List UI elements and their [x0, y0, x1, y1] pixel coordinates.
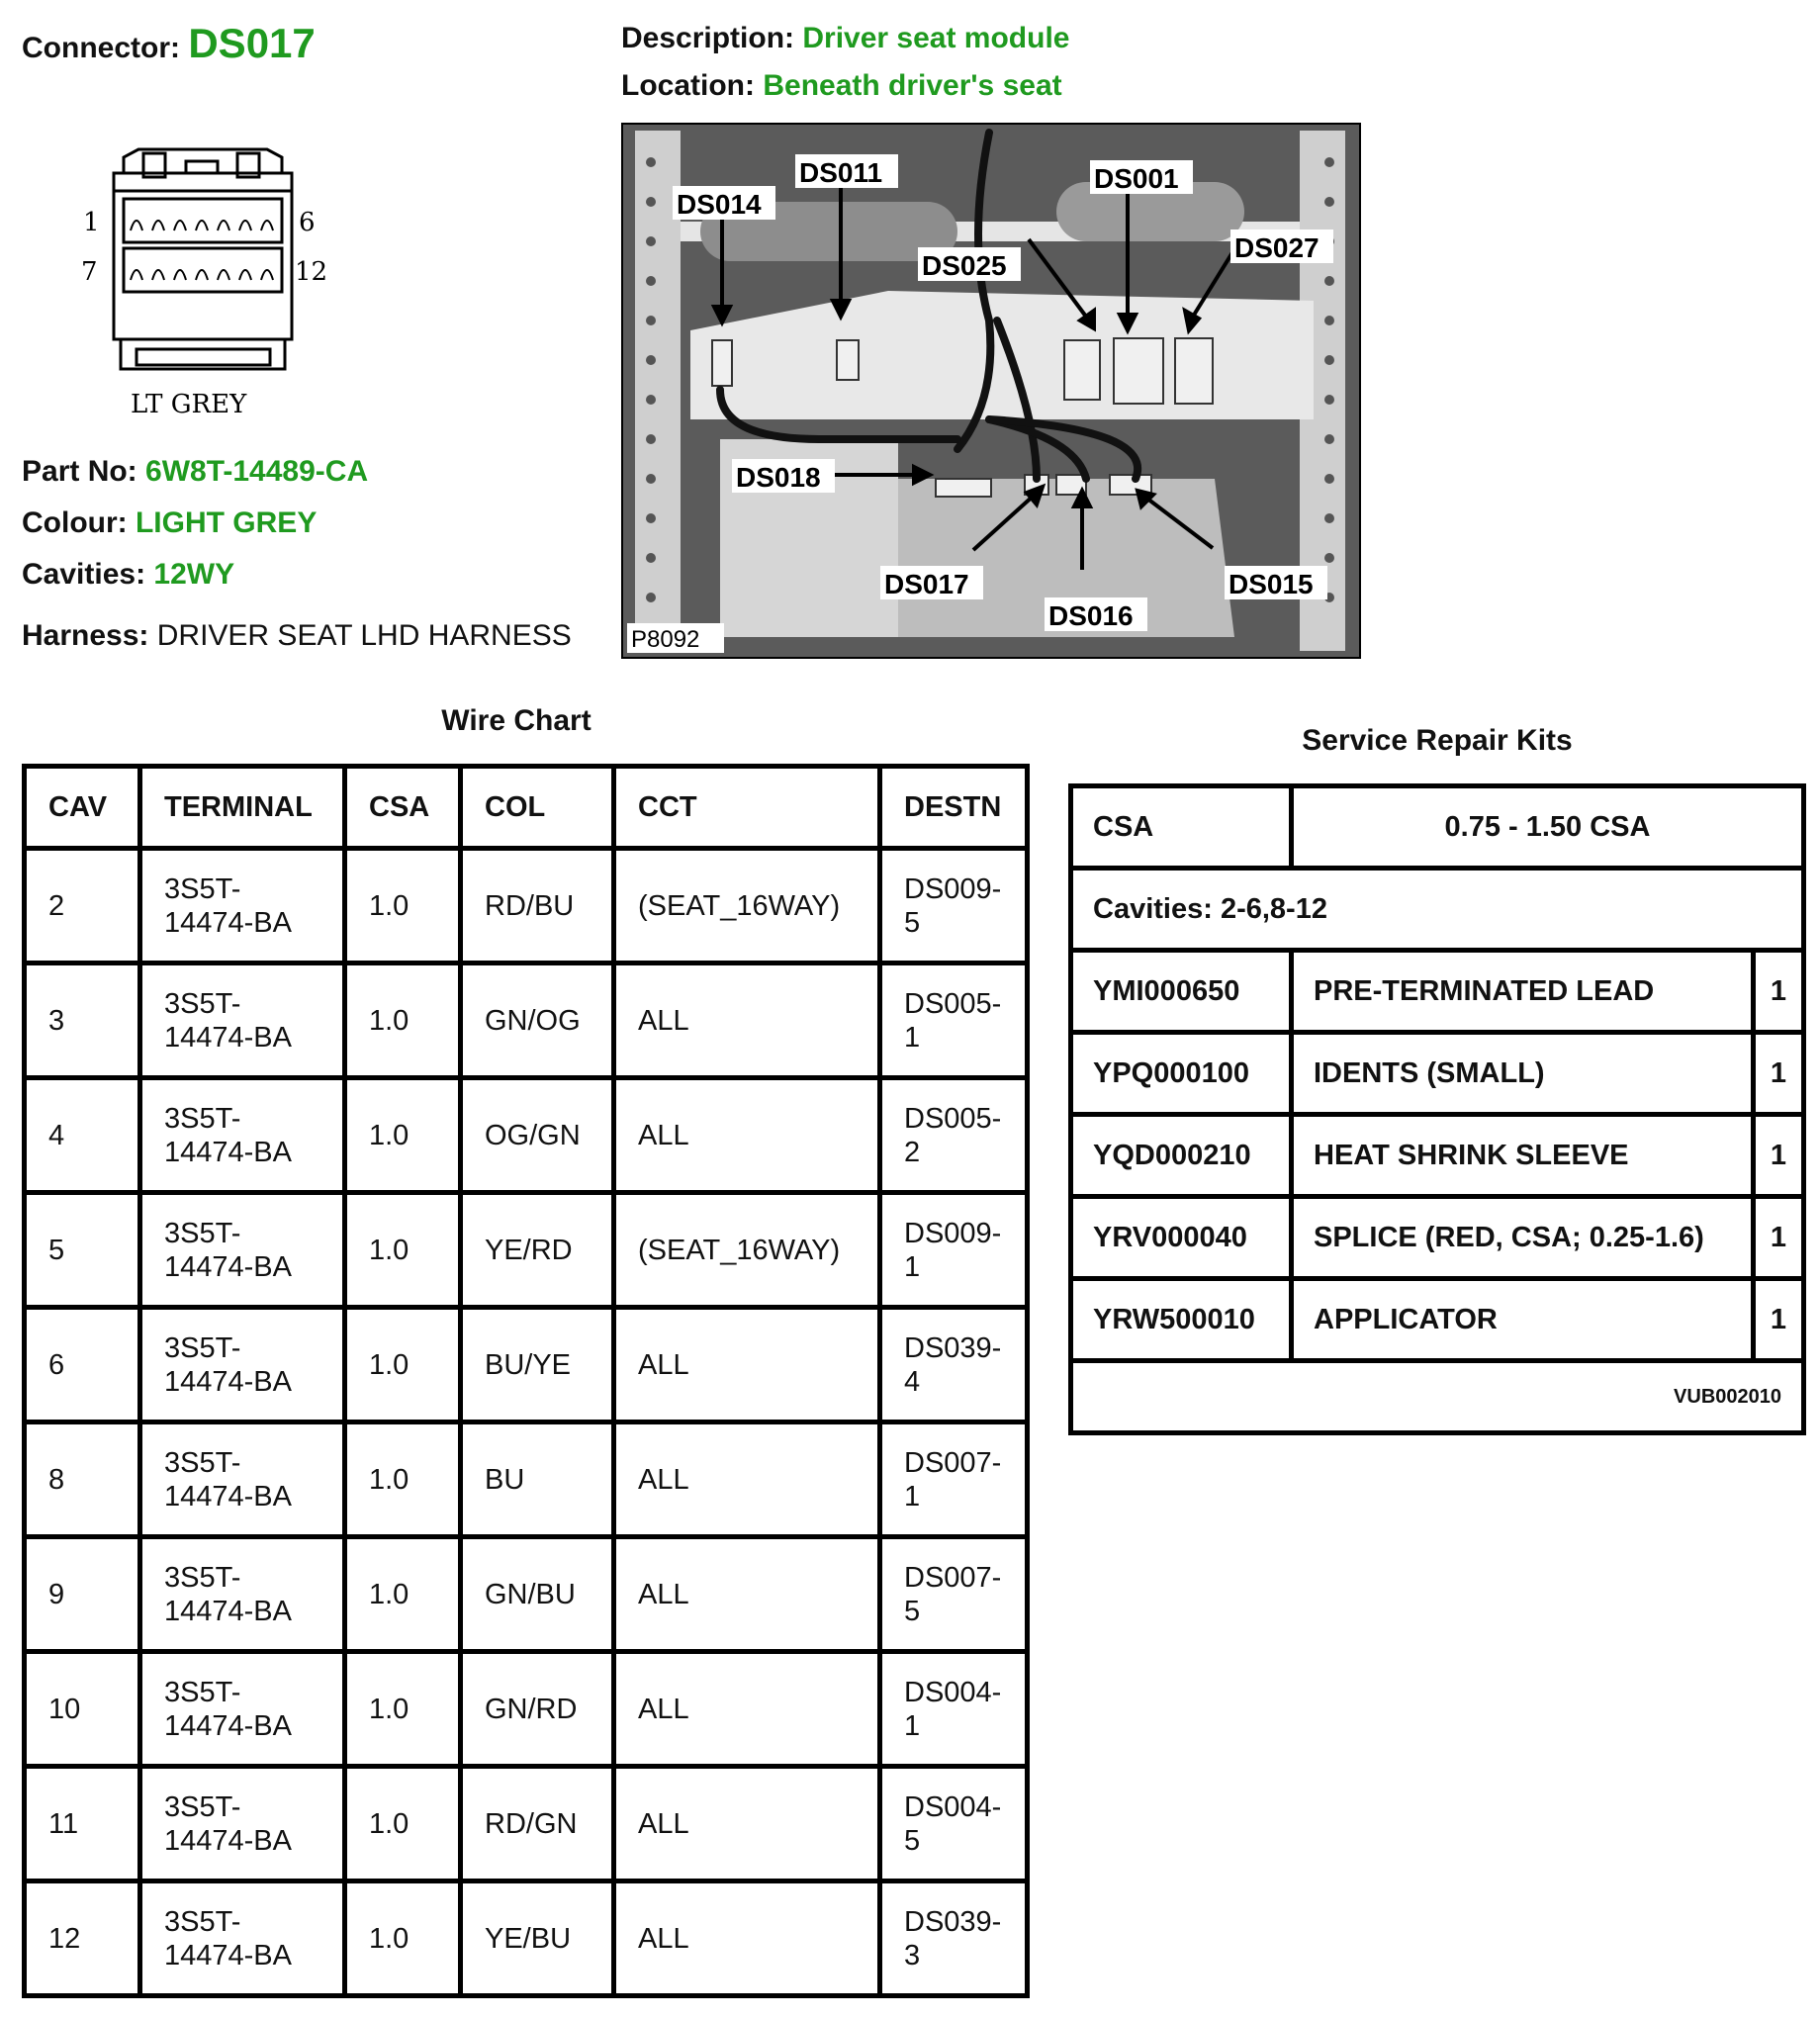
terminal-line-1: 3S5T-: [164, 987, 241, 1020]
callout-ds014: DS014: [677, 189, 762, 220]
destn-line-1: DS039-: [904, 1331, 1002, 1364]
kit-name: APPLICATOR: [1292, 1279, 1754, 1361]
header-cav: CAV: [25, 767, 140, 849]
description-label: Description:: [621, 22, 795, 54]
cell-csa: 1.0: [345, 1193, 461, 1308]
terminal-line-1: 3S5T-: [164, 1446, 241, 1479]
cell-cav: 11: [25, 1767, 140, 1881]
harness-label: Harness:: [22, 619, 149, 652]
cell-cct: ALL: [614, 1767, 880, 1881]
kit-code: YRW500010: [1071, 1279, 1292, 1361]
cell-csa: 1.0: [345, 1767, 461, 1881]
terminal-line-2: 14474-BA: [164, 1824, 292, 1857]
kits-csa-row: [1071, 786, 1804, 869]
cell-cct: ALL: [614, 1881, 880, 1996]
pin-1-label: 1: [83, 208, 100, 237]
kit-item-row: [1071, 1197, 1804, 1279]
header-cct: CCT: [614, 767, 880, 849]
destn-line-1: DS005-: [904, 987, 1002, 1020]
terminal-line-1: 3S5T-: [164, 1102, 241, 1135]
table-row: [25, 849, 1028, 963]
cell-col: RD/BU: [461, 849, 614, 963]
cell-col: RD/GN: [461, 1767, 614, 1881]
table-row: [25, 1193, 1028, 1308]
callout-ds025: DS025: [922, 250, 1007, 281]
cell-col: GN/BU: [461, 1537, 614, 1652]
colour-value: LIGHT GREY: [135, 506, 318, 539]
cell-terminal: [140, 963, 345, 1078]
cell-cct: ALL: [614, 963, 880, 1078]
callout-ds015: DS015: [1228, 569, 1314, 599]
cell-cav: 4: [25, 1078, 140, 1193]
callout-ds017: DS017: [884, 569, 969, 599]
table-row: [25, 1537, 1028, 1652]
destn-line-1: DS005-: [904, 1102, 1002, 1135]
destn-line-1: DS009-: [904, 1217, 1002, 1249]
cell-destn: [880, 963, 1028, 1078]
header-terminal: TERMINAL: [140, 767, 345, 849]
description-value: Driver seat module: [802, 22, 1070, 54]
cell-cav: 5: [25, 1193, 140, 1308]
cell-cct: ALL: [614, 1652, 880, 1767]
cavities-value: 12WY: [153, 558, 235, 591]
cell-terminal: [140, 1078, 345, 1193]
table-row: [25, 1652, 1028, 1767]
header-csa: CSA: [345, 767, 461, 849]
cell-destn: [880, 1767, 1028, 1881]
photo-reference: P8092: [631, 626, 700, 653]
kits-reference-row: [1071, 1361, 1804, 1433]
destn-line-2: 1: [904, 1021, 921, 1054]
callout-ds011: DS011: [799, 157, 883, 188]
location-label: Location:: [621, 69, 755, 102]
callout-ds016: DS016: [1048, 600, 1134, 631]
terminal-line-1: 3S5T-: [164, 1790, 241, 1823]
location-value: Beneath driver's seat: [763, 69, 1062, 102]
repair-kits-title: Service Repair Kits: [1302, 724, 1573, 757]
destn-line-1: DS004-: [904, 1790, 1002, 1823]
cell-csa: 1.0: [345, 1881, 461, 1996]
kits-cavities-row: [1071, 869, 1804, 951]
cell-cav: 8: [25, 1422, 140, 1537]
cavities-label: Cavities:: [22, 558, 146, 591]
kit-name: IDENTS (SMALL): [1292, 1033, 1754, 1115]
cell-cct: ALL: [614, 1422, 880, 1537]
cell-destn: [880, 1652, 1028, 1767]
cell-terminal: [140, 849, 345, 963]
connector-value: DS017: [188, 20, 316, 66]
destn-line-2: 2: [904, 1136, 921, 1168]
destn-line-2: 3: [904, 1939, 921, 1972]
pin-12-label: 12: [295, 257, 328, 287]
cell-destn: [880, 1881, 1028, 1996]
table-row: [25, 1881, 1028, 1996]
cell-csa: 1.0: [345, 1537, 461, 1652]
connector-label: Connector:: [22, 32, 180, 64]
terminal-line-1: 3S5T-: [164, 1331, 241, 1364]
cell-col: YE/RD: [461, 1193, 614, 1308]
wire-chart-title: Wire Chart: [441, 704, 592, 737]
destn-line-1: DS004-: [904, 1676, 1002, 1708]
connector-field: [22, 20, 316, 67]
callout-ds027: DS027: [1234, 232, 1320, 263]
cell-terminal: [140, 1308, 345, 1422]
cell-col: BU: [461, 1422, 614, 1537]
cell-terminal: [140, 1652, 345, 1767]
part-number-field: [22, 455, 368, 489]
kit-name: SPLICE (RED, CSA; 0.25-1.6): [1292, 1197, 1754, 1279]
header-col: COL: [461, 767, 614, 849]
cell-terminal: [140, 1881, 345, 1996]
cell-destn: [880, 1078, 1028, 1193]
terminal-line-2: 14474-BA: [164, 1021, 292, 1054]
destn-line-1: DS039-: [904, 1905, 1002, 1938]
cell-destn: [880, 1193, 1028, 1308]
cell-col: GN/RD: [461, 1652, 614, 1767]
destn-line-1: DS007-: [904, 1446, 1002, 1479]
cell-terminal: [140, 1537, 345, 1652]
table-row: [25, 1308, 1028, 1422]
cell-cav: 3: [25, 963, 140, 1078]
wire-chart-table: [22, 764, 1030, 1998]
kit-item-row: [1071, 1033, 1804, 1115]
cell-destn: [880, 1308, 1028, 1422]
cell-destn: [880, 849, 1028, 963]
kit-code: YRV000040: [1071, 1197, 1292, 1279]
repair-kits-table: [1068, 783, 1806, 1435]
colour-label: Colour:: [22, 506, 128, 539]
description-field: [621, 22, 1069, 55]
kit-name: PRE-TERMINATED LEAD: [1292, 951, 1754, 1033]
kits-cavities: Cavities: 2-6,8-12: [1071, 869, 1804, 951]
terminal-line-1: 3S5T-: [164, 872, 241, 905]
kit-name: HEAT SHRINK SLEEVE: [1292, 1115, 1754, 1197]
kit-code: YMI000650: [1071, 951, 1292, 1033]
terminal-line-1: 3S5T-: [164, 1905, 241, 1938]
cell-csa: 1.0: [345, 1422, 461, 1537]
cell-terminal: [140, 1422, 345, 1537]
callout-ds001: DS001: [1094, 163, 1179, 194]
table-row: [25, 1078, 1028, 1193]
connector-face-drawing: [69, 143, 336, 420]
cell-cav: 10: [25, 1652, 140, 1767]
cell-terminal: [140, 1193, 345, 1308]
table-row: [25, 1422, 1028, 1537]
destn-line-2: 5: [904, 1824, 921, 1857]
cell-col: YE/BU: [461, 1881, 614, 1996]
cell-cct: ALL: [614, 1078, 880, 1193]
cell-cct: ALL: [614, 1308, 880, 1422]
kit-item-row: [1071, 1279, 1804, 1361]
cavities-field: [22, 558, 234, 592]
callout-ds018: DS018: [736, 462, 821, 493]
cell-csa: 1.0: [345, 1308, 461, 1422]
part-number-value: 6W8T-14489-CA: [145, 455, 369, 488]
wire-chart-header-row: [25, 767, 1028, 849]
kits-reference: VUB002010: [1071, 1361, 1804, 1433]
cell-destn: [880, 1422, 1028, 1537]
kit-qty: 1: [1754, 951, 1804, 1033]
kit-qty: 1: [1754, 1033, 1804, 1115]
cell-cct: ALL: [614, 1537, 880, 1652]
terminal-line-2: 14474-BA: [164, 1480, 292, 1513]
cell-cav: 9: [25, 1537, 140, 1652]
kit-qty: 1: [1754, 1197, 1804, 1279]
harness-value: DRIVER SEAT LHD HARNESS: [156, 619, 572, 652]
cell-csa: 1.0: [345, 1078, 461, 1193]
destn-line-2: 4: [904, 1365, 921, 1398]
kit-qty: 1: [1754, 1279, 1804, 1361]
destn-line-2: 1: [904, 1480, 921, 1513]
harness-field: [22, 619, 572, 653]
pin-6-label: 6: [299, 208, 316, 237]
cell-cct: (SEAT_16WAY): [614, 849, 880, 963]
terminal-line-1: 3S5T-: [164, 1676, 241, 1708]
terminal-line-1: 3S5T-: [164, 1561, 241, 1594]
location-field: [621, 69, 1062, 103]
kit-item-row: [1071, 1115, 1804, 1197]
table-row: [25, 963, 1028, 1078]
header-destn: DESTN: [880, 767, 1028, 849]
cell-col: BU/YE: [461, 1308, 614, 1422]
terminal-line-2: 14474-BA: [164, 1250, 292, 1283]
destn-line-2: 1: [904, 1709, 921, 1742]
destn-line-2: 5: [904, 1595, 921, 1627]
part-number-label: Part No:: [22, 455, 137, 488]
cell-terminal: [140, 1767, 345, 1881]
colour-field: [22, 506, 317, 540]
location-photo: [621, 123, 1361, 659]
kit-qty: 1: [1754, 1115, 1804, 1197]
terminal-line-2: 14474-BA: [164, 1365, 292, 1398]
destn-line-1: DS007-: [904, 1561, 1002, 1594]
kit-code: YQD000210: [1071, 1115, 1292, 1197]
cell-cct: (SEAT_16WAY): [614, 1193, 880, 1308]
terminal-line-2: 14474-BA: [164, 1709, 292, 1742]
pin-7-label: 7: [81, 257, 98, 287]
colour-caption: LT GREY: [131, 390, 247, 419]
cell-cav: 2: [25, 849, 140, 963]
cell-col: OG/GN: [461, 1078, 614, 1193]
destn-line-2: 1: [904, 1250, 921, 1283]
kits-csa-label: CSA: [1071, 786, 1292, 869]
cell-col: GN/OG: [461, 963, 614, 1078]
terminal-line-2: 14474-BA: [164, 1595, 292, 1627]
cell-csa: 1.0: [345, 849, 461, 963]
cell-csa: 1.0: [345, 963, 461, 1078]
kit-code: YPQ000100: [1071, 1033, 1292, 1115]
terminal-line-2: 14474-BA: [164, 1136, 292, 1168]
kits-csa-value: 0.75 - 1.50 CSA: [1292, 786, 1804, 869]
terminal-line-2: 14474-BA: [164, 1939, 292, 1972]
terminal-line-2: 14474-BA: [164, 906, 292, 939]
terminal-line-1: 3S5T-: [164, 1217, 241, 1249]
cell-destn: [880, 1537, 1028, 1652]
kit-item-row: [1071, 951, 1804, 1033]
destn-line-2: 5: [904, 906, 921, 939]
table-row: [25, 1767, 1028, 1881]
cell-cav: 6: [25, 1308, 140, 1422]
cell-csa: 1.0: [345, 1652, 461, 1767]
cell-cav: 12: [25, 1881, 140, 1996]
destn-line-1: DS009-: [904, 872, 1002, 905]
